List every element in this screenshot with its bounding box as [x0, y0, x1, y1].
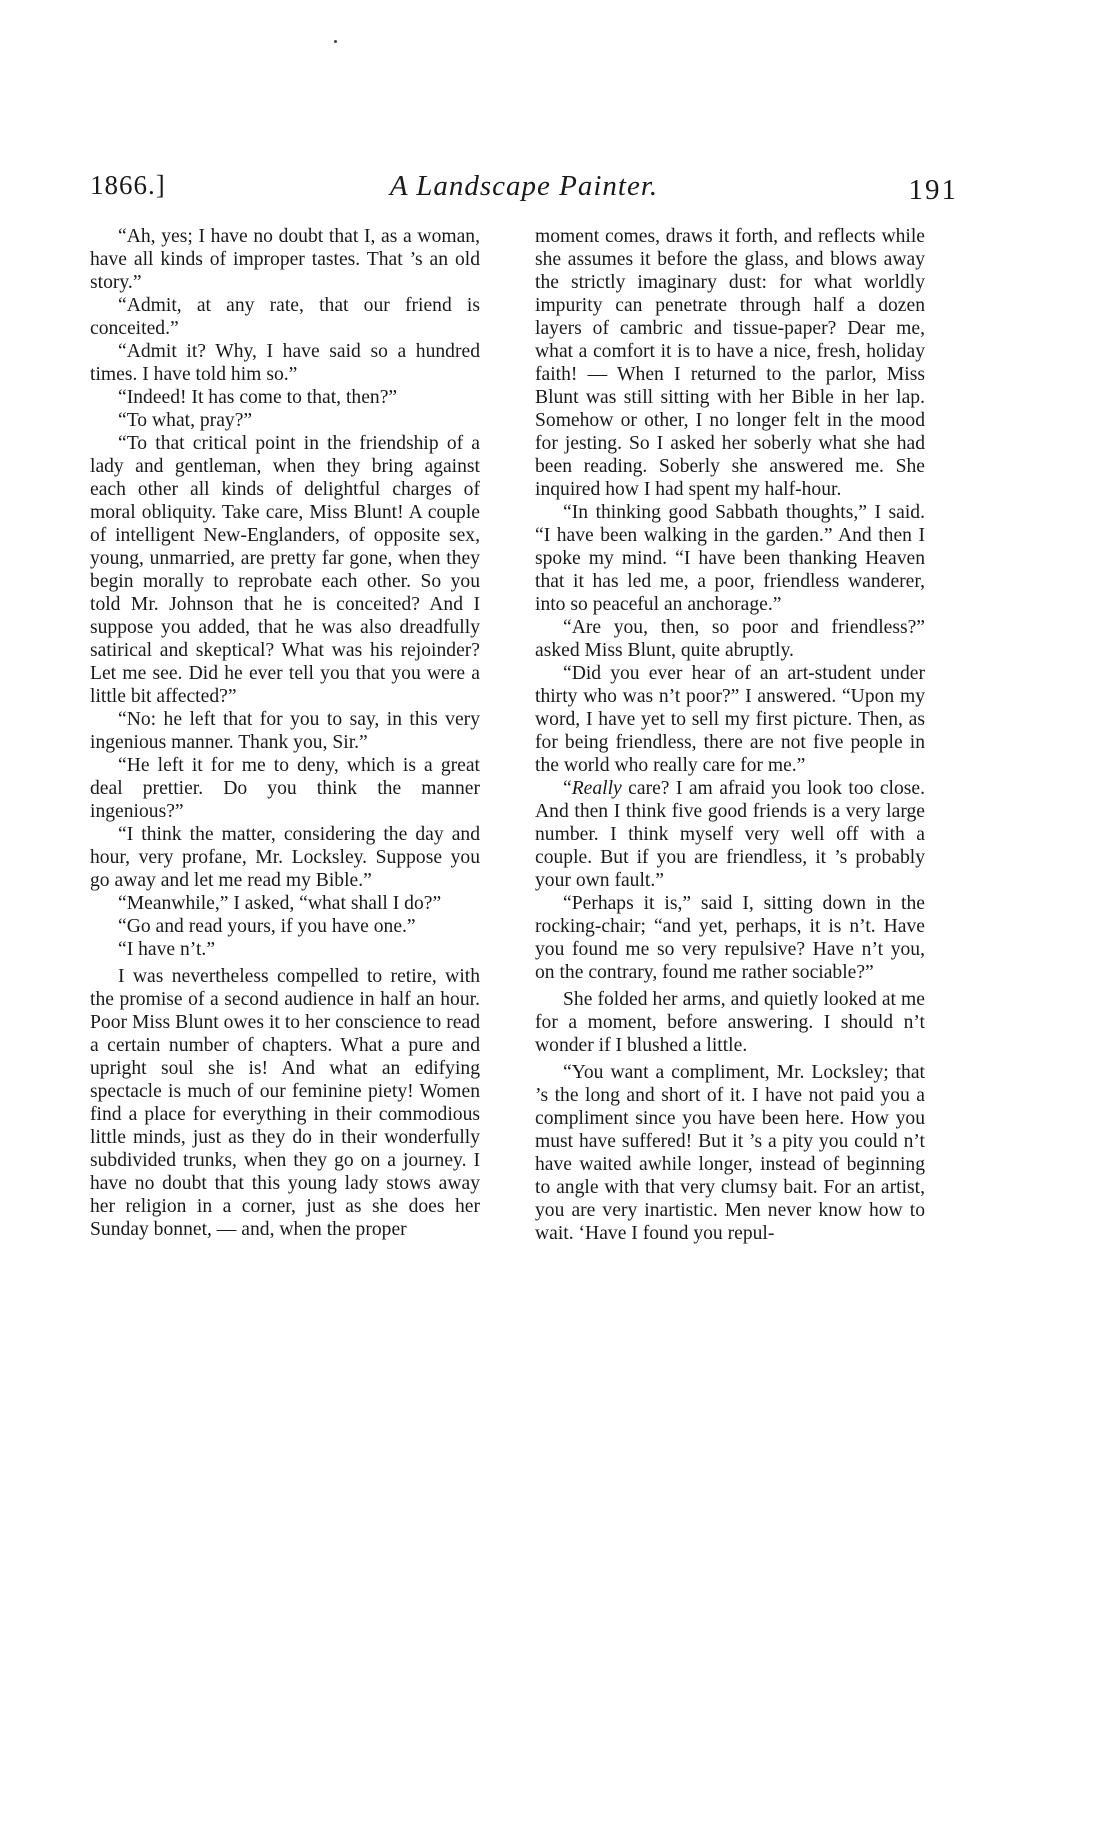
- left-column: [90, 225, 480, 1241]
- paragraph: “Admit it? Why, I have said so a hundred times. I have told him so.”: [90, 341, 480, 385]
- paragraph: “He left it for me to deny, which is a great deal prettier. Do you think the manner ingenious?”: [90, 755, 480, 822]
- really-italic: Really: [571, 778, 622, 799]
- paragraph: “Meanwhile,” I asked, “what shall I do?”: [118, 893, 442, 914]
- really-rest: care? I am afraid you look too close. And then I think five good friends is a very large number. I think myself very well off with a couple. But if you are friendless, it ’s probably your own fault.”: [535, 778, 925, 891]
- paragraph: “Are you, then, so poor and friendless?” asked Miss Blunt, quite abruptly.: [535, 617, 925, 661]
- paragraph: “You want a compliment, Mr. Locksley; that ’s the long and short of it. I have not paid you a compliment since you have been here. How you must have suffered! But it ’s a pity you could n’t have waited awhile longer, instead of beginning to angle with that very clumsy bait. For an artist, you are very inartistic. Men never know how to wait. ‘Have I found you repul-: [535, 1062, 925, 1244]
- header-title: A Landscape Painter.: [389, 170, 659, 202]
- paragraph: “To what, pray?”: [118, 410, 253, 431]
- paragraph: “Perhaps it is,” said I, sitting down in the rocking-chair; “and yet, perhaps, it is n’t. Have you found me so very repulsive? Have n’t you, on the contrary, found me rather sociable?”: [535, 893, 925, 983]
- quote-open: “: [563, 778, 572, 799]
- paragraph: “Go and read yours, if you have one.”: [118, 916, 416, 937]
- paragraph: “I have n’t.”: [118, 939, 216, 960]
- right-column: [535, 225, 925, 1245]
- header-year: 1866.]: [90, 170, 166, 200]
- paragraph: “Did you ever hear of an art-student under thirty who was n’t poor?” I answered. “Upon my word, I have yet to sell my first picture. Then, as for being friendless, there are not five people in the world who really care for me.”: [535, 663, 925, 776]
- paragraph: “Ah, yes; I have no doubt that I, as a woman, have all kinds of improper tastes. That ’s an old story.”: [90, 226, 480, 293]
- paragraph: “In thinking good Sabbath thoughts,” I said. “I have been walking in the garden.” And then I spoke my mind. “I have been thanking Heaven that it has led me, a poor, friendless wanderer, into so peaceful an anchorage.”: [535, 502, 925, 615]
- page-speck: [334, 40, 337, 43]
- paragraph-really: [535, 777, 925, 892]
- paragraph-continuation: moment comes, draws it forth, and reflects while she assumes it before the glass, and blows away the strictly imaginary dust: for what worldly impurity can penetrate through half a dozen layers of cambric and tissue-paper? Dear me, what a comfort it is to have a nice, fresh, holiday faith! — When I returned to the parlor, Miss Blunt was still sitting with her Bible in her lap. Somehow or other, I no longer felt in the mood for jesting. So I asked her soberly what she had been reading. Soberly she answered me. She inquired how I had spent my half-hour.: [535, 226, 925, 500]
- paragraph: She folded her arms, and quietly looked at me for a moment, before answering. I should n’t wonder if I blushed a little.: [535, 989, 925, 1056]
- paragraph: “No: he left that for you to say, in this very ingenious manner. Thank you, Sir.”: [90, 709, 480, 753]
- paragraph: “I think the matter, considering the day and hour, very profane, Mr. Locksley. Suppose you go away and let me read my Bible.”: [90, 824, 480, 891]
- running-header: [90, 160, 958, 220]
- page-number: 191: [908, 174, 958, 206]
- paragraph: I was nevertheless compelled to retire, with the promise of a second audience in half an hour. Poor Miss Blunt owes it to her conscience to read a certain number of chapters. What a pure and upright soul she is! And what an edifying spectacle is much of our feminine piety! Women find a place for everything in their commodious little minds, just as they do in their wonderfully subdivided trunks, when they go on a journey. I have no doubt that this young lady stows away her religion in a corner, just as she does her Sunday bonnet, — and, when the proper: [90, 966, 480, 1240]
- paragraph: “Indeed! It has come to that, then?”: [118, 387, 398, 408]
- paragraph: “Admit, at any rate, that our friend is conceited.”: [90, 295, 480, 339]
- paragraph: “To that critical point in the friendship of a lady and gentleman, when they bring against each other all kinds of delightful charges of moral obliquity. Take care, Miss Blunt! A couple of intelligent New-Englanders, of opposite sex, young, unmarried, are pretty far gone, when they begin morally to reprobate each other. So you told Mr. Johnson that he is conceited? And I suppose you added, that he was also dreadfully satirical and skeptical? What was his rejoinder? Let me see. Did he ever tell you that you were a little bit affected?”: [90, 433, 480, 707]
